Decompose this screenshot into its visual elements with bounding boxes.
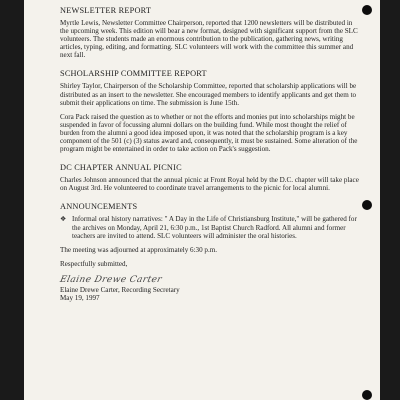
respectfully-submitted: Respectfully submitted, [60,259,128,268]
diamond-bullet-icon: ❖ [60,215,67,224]
binder-hole [362,5,372,15]
announcement-item [60,215,360,239]
picnic-heading: DC CHAPTER ANNUAL PICNIC [60,163,182,173]
announcement-text: Informal oral history narratives: " A Day in the Life of Christiansburg Institute," will be gathered for the archives on Monday, April 21, 6:30 p.m., 1st Baptist Church Radford. All alumni and former teachers are invited to attend. SLC volunteers will administer the oral histories. [72,215,357,240]
report-date: May 19, 1997 [60,293,100,302]
picnic-paragraph: Charles Johnson announced that the annual picnic at Front Royal held by the D.C. chapter will take place on August 3rd. He volunteered to coordinate travel arrangements to the picnic for local alumni. [60,176,359,193]
signatory-name-title: Elaine Drewe Carter, Recording Secretary [60,285,180,294]
scholarship-paragraph-2: Cora Pack raised the question as to whether or not the efforts and monies put into scholarships might be suspended in favor of focussing alumni dollars on the building fund. While most thought the relief of burden from the alumni a good idea imposed upon, it was noted that the scholarship program is a key component of the 501 (c) (3) status award and, consequently, it must be sustained. Some alteration of the program might be entertained in order to take action on Pack's suggestion. [60,112,358,154]
binder-hole [362,200,372,210]
newsletter-heading: NEWSLETTER REPORT [60,6,152,15]
document-page [24,0,380,400]
document-body [60,6,360,302]
binder-hole [362,390,372,400]
scholarship-paragraph-1: Shirley Taylor, Chairperson of the Scholarship Committee, reported that scholarship applications will be distributed as an insert to the newsletter. She encouraged members to identify applicants and get them to submit their applications on time. The submission is June 15th. [60,82,357,107]
announcements-heading: ANNOUNCEMENTS [60,202,138,212]
scholarship-heading: SCHOLARSHIP COMMITTEE REPORT [60,69,207,79]
handwritten-signature: Elaine Drewe Carter [58,274,163,285]
signatory-block [60,286,360,302]
adjournment-text: The meeting was adjourned at approximately 6:30 p.m. [60,245,218,254]
newsletter-paragraph: Myrtle Lewis, Newsletter Committee Chairperson, reported that 1200 newsletters will be distributed in the upcoming week. This edition will bear a new format, designed with significant support from the SLC volunteers. The students made an enormous contribution to the publication, gathering news, writing articles, typing, editing, and formatting. SLC volunteers will work with the committee this summer and next fall. [60,19,358,60]
